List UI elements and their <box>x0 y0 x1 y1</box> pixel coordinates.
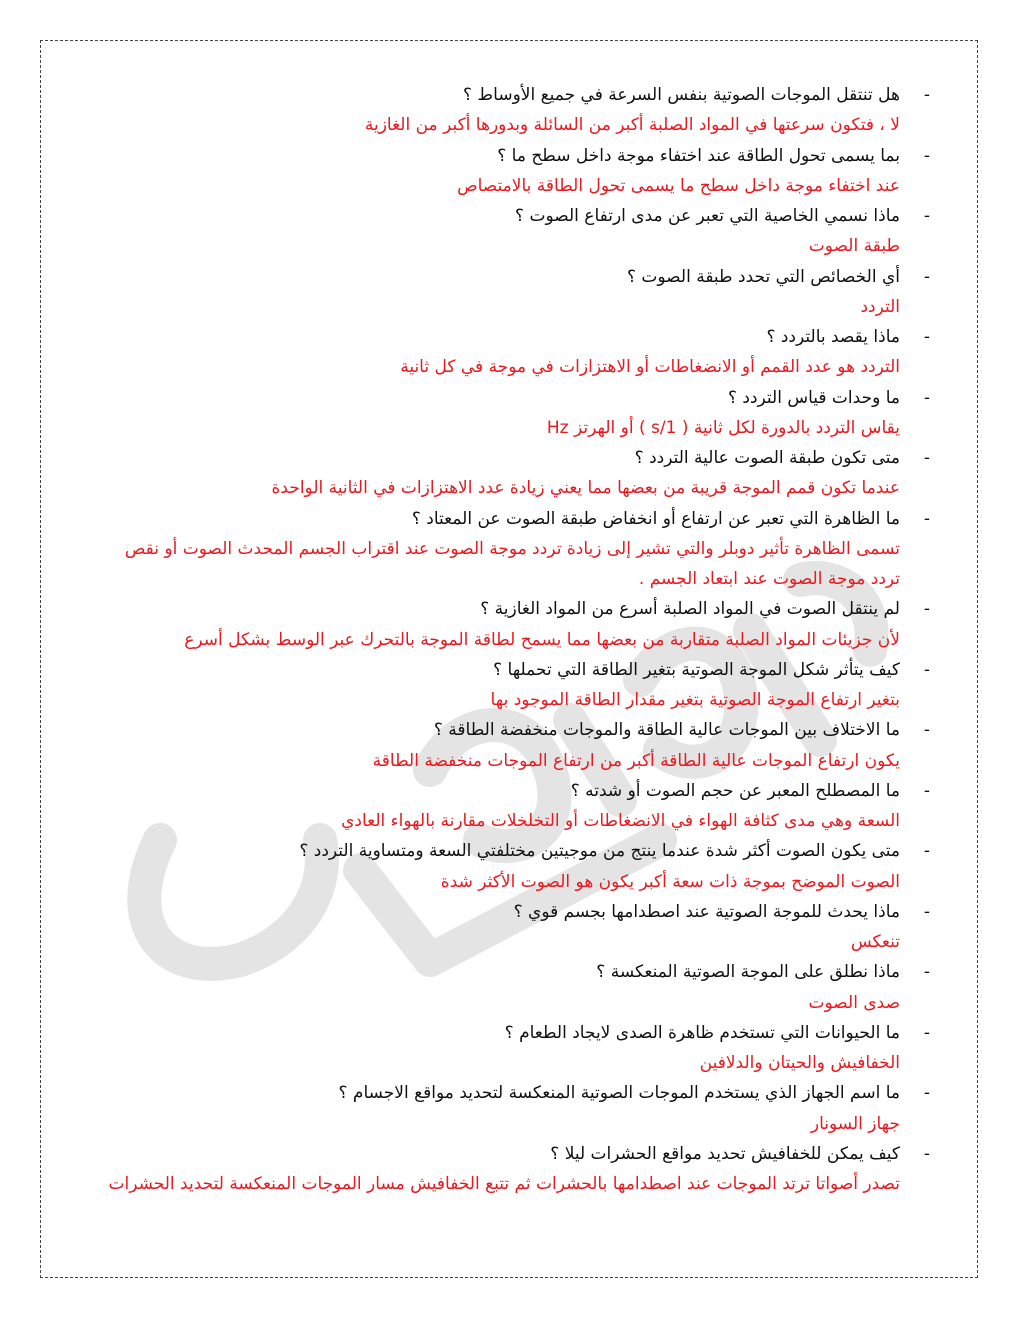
bullet-dash: - <box>923 659 930 680</box>
answer-text: الصوت الموضح بموجة ذات سعة أكبر يكون هو الصوت الأكثر شدة <box>440 871 900 892</box>
answer-text: الخفافيش والحيتان والدلافين <box>699 1053 900 1073</box>
answer-text: السعة وهي مدى كثافة الهواء في الانضغاطات أو التخلخلات مقارنة بالهواء العادي <box>341 811 900 831</box>
question-line <box>60 262 930 292</box>
answer-text: التردد هو عدد القمم أو الانضغاطات أو الاهتزازات في موجة في كل ثانية <box>400 357 900 378</box>
question-text: هل تنتقل الموجات الصوتية بنفس السرعة في جميع الأوساط ؟ <box>463 85 900 105</box>
question-line <box>60 836 930 866</box>
answer-text: تردد موجة الصوت عند ابتعاد الجسم . <box>638 569 900 589</box>
question-text: متى يكون الصوت أكثر شدة عندما ينتج من موجيتين مختلفتي السعة ومتساوية التردد ؟ <box>299 841 900 862</box>
question-text: ما الحيوانات التي تستخدم ظاهرة الصدى لايجاد الطعام ؟ <box>504 1022 900 1043</box>
bullet-dash: - <box>923 1022 930 1043</box>
answer-text: لأن جزيئات المواد الصلبة متقاربة من بعضها مما يسمح لطاقة الموجة بالتحرك عبر الوسط بشكل أسرع <box>184 629 900 650</box>
bullet-dash: - <box>923 780 930 801</box>
answer-text: عند اختفاء موجة داخل سطح ما يسمى تحول الطاقة بالامتصاص <box>457 175 900 196</box>
question-line <box>60 141 930 171</box>
bullet-dash: - <box>923 1083 930 1104</box>
question-line <box>60 1139 930 1169</box>
bullet-dash: - <box>923 206 930 226</box>
bullet-dash: - <box>923 508 930 529</box>
question-line <box>60 897 930 927</box>
answer-text: جهاز السونار <box>810 1113 900 1134</box>
bullet-dash: - <box>923 962 930 983</box>
bullet-dash: - <box>923 448 930 468</box>
question-line <box>60 594 930 624</box>
answer-text: يكون ارتفاع الموجات عالية الطاقة أكبر من ارتفاع الموجات منخفضة الطاقة <box>372 750 900 771</box>
question-text: أي الخصائص التي تحدد طبقة الصوت ؟ <box>626 266 900 287</box>
bullet-dash: - <box>923 327 930 347</box>
question-text: ماذا نسمي الخاصية التي تعبر عن مدى ارتفاع الصوت ؟ <box>515 206 900 226</box>
question-text: ما اسم الجهاز الذي يستخدم الموجات الصوتية المنعكسة لتحديد مواقع الاجسام ؟ <box>338 1083 900 1104</box>
question-line <box>60 80 930 110</box>
bullet-dash: - <box>923 266 930 287</box>
question-text: متى تكون طبقة الصوت عالية التردد ؟ <box>634 448 900 468</box>
qa-list <box>60 80 930 1199</box>
answer-text: التردد <box>860 296 900 317</box>
question-line <box>60 1018 930 1048</box>
bullet-dash: - <box>923 1143 930 1164</box>
answer-text: تنعكس <box>850 932 900 952</box>
question-text: ما الظاهرة التي تعبر عن ارتفاع أو انخفاض طبقة الصوت عن المعتاد ؟ <box>411 508 900 529</box>
answer-text: يقاس التردد بالدورة لكل ثانية ( 1/s ) أو الهرتز Hz <box>546 417 900 438</box>
question-line <box>60 201 930 231</box>
question-text: ماذا نطلق على الموجة الصوتية المنعكسة ؟ <box>596 962 900 983</box>
answer-text: لا ، فتكون سرعتها في المواد الصلبة أكبر من السائلة وبدورها أكبر من الغازية <box>364 115 900 136</box>
question-text: ما المصطلح المعبر عن حجم الصوت أو شدته ؟ <box>570 780 900 801</box>
question-line <box>60 504 930 534</box>
question-text: كيف يمكن للخفافيش تحديد مواقع الحشرات ليلا ؟ <box>550 1143 900 1164</box>
question-text: ماذا يقصد بالتردد ؟ <box>766 327 900 347</box>
question-text: بما يسمى تحول الطاقة عند اختفاء موجة داخل سطح ما ؟ <box>497 145 900 166</box>
answer-text: عندما تكون قمم الموجة قريبة من بعضها مما يعني زيادة عدد الاهتزازات في الثانية الواحدة <box>271 478 900 499</box>
answer-text: بتغير ارتفاع الموجة الصوتية بتغير مقدار الطاقة الموجود بها <box>490 690 900 710</box>
question-line <box>60 655 930 685</box>
question-line <box>60 443 930 473</box>
bullet-dash: - <box>923 720 930 741</box>
question-text: ما الاختلاف بين الموجات عالية الطاقة والموجات منخفضة الطاقة ؟ <box>433 720 900 741</box>
answer-text: طبقة الصوت <box>808 236 900 257</box>
question-text: لم ينتقل الصوت في المواد الصلبة أسرع من المواد الغازية ؟ <box>480 599 900 620</box>
bullet-dash: - <box>923 901 930 922</box>
answer-text: تسمى الظاهرة تأثير دوبلر والتي تشير إلى زيادة تردد موجة الصوت عند اقتراب الجسم المحدث الصوت أو نقص <box>124 538 900 559</box>
bullet-dash: - <box>923 599 930 620</box>
question-line <box>60 715 930 745</box>
answer-text: صدى الصوت <box>808 992 900 1013</box>
bullet-dash: - <box>923 387 930 408</box>
bullet-dash: - <box>923 145 930 166</box>
question-line <box>60 383 930 413</box>
answer-text: تصدر أصواتا ترتد الموجات عند اصطدامها بالحشرات ثم تتبع الخفافيش مسار الموجات المنعكسة لتحديد الحشرات <box>108 1174 900 1194</box>
bullet-dash: - <box>923 841 930 862</box>
question-line <box>60 1078 930 1108</box>
question-line <box>60 957 930 987</box>
bullet-dash: - <box>923 85 930 105</box>
question-text: ما وحدات قياس التردد ؟ <box>727 387 900 408</box>
question-line <box>60 776 930 806</box>
question-text: كيف يتأثر شكل الموجة الصوتية بتغير الطاقة التي تحملها ؟ <box>493 659 900 680</box>
question-line <box>60 322 930 352</box>
question-text: ماذا يحدث للموجة الصوتية عند اصطدامها بجسم قوي ؟ <box>513 901 900 922</box>
